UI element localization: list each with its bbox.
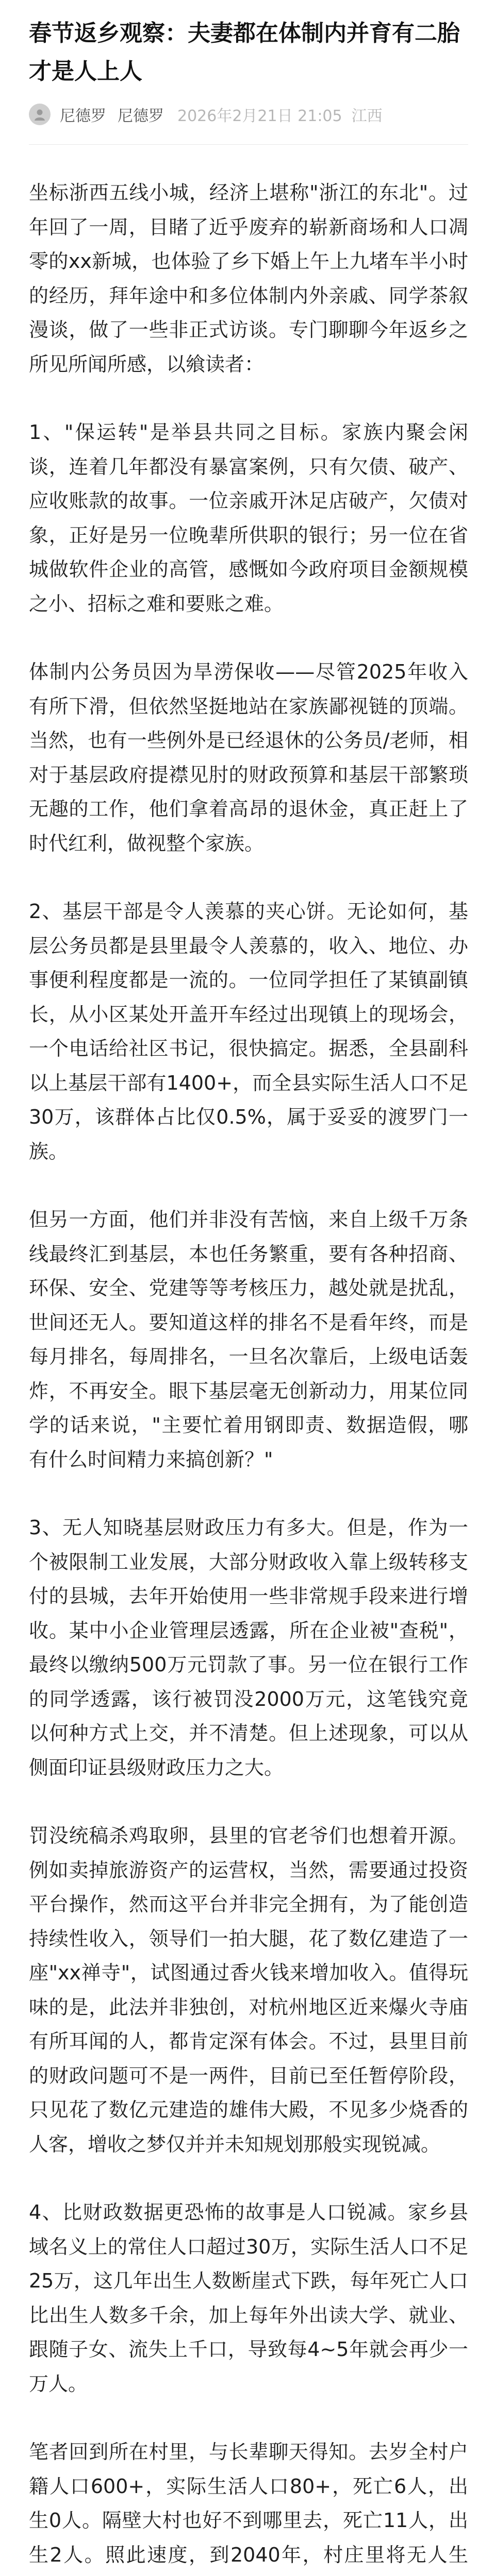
meta-divider — [29, 144, 468, 145]
avatar[interactable] — [29, 104, 51, 125]
article-paragraph: 3、无人知晓基层财政压力有多大。但是，作为一个被限制工业发展，大部分财政收入靠上级转移支付的县城，去年开始使用一些非常规手段来进行增收。某中小企业管理层透露，所在企业被"查税"，最终以缴纳500万元罚款了事。另一位在银行工作的同学透露，该行被罚没2000万元，这笔钱究竟以何种方式上交，并不清楚。但上述现象，可以从侧面印证县级财政压力之大。 — [29, 1516, 468, 1779]
article-meta — [29, 100, 468, 129]
user-icon — [32, 107, 47, 122]
article-paragraph: 体制内公务员因为旱涝保收——尽管2025年收入有所下滑，但依然坚挺地站在家族鄙视链的顶端。当然，也有一些例外是已经退休的公务员/老师，相对于基层政府提襟见肘的财政预算和基层干部繁琐无趣的工作，他们拿着高昂的退休金，真正赶上了时代红利，做视整个家族。 — [29, 660, 468, 855]
article-title: 春节返乡观察：夫妻都在体制内并育有二胎才是人上人 — [29, 20, 460, 84]
author-name-secondary[interactable]: 尼德罗 — [118, 107, 164, 125]
publish-time: 2026年2月21日 21:05 — [177, 107, 342, 125]
article-paragraph: 1、"保运转"是举县共同之目标。家族内聚会闲谈，连着几年都没有暴富案例，只有欠债、破产、应收账款的故事。一位亲戚开沐足店破产，欠债对象，正好是另一位晚辈所供职的银行；另一位在省城做软件企业的高管，感慨如今政府项目金额规模之小、招标之难和要账之难。 — [29, 421, 468, 615]
publish-location: 江西 — [351, 107, 383, 125]
article-paragraph: 2、基层干部是令人羡慕的夹心饼。无论如何，基层公务员都是县里最令人羡慕的，收入、地位、办事便利程度都是一流的。一位同学担任了某镇副镇长，从小区某处开盖开车经过出现镇上的现场会，一个电话给社区书记，很快搞定。据悉，全县副科以上基层干部有1400+，而全县实际生活人口不足30万，该群体占比仅0.5%，属于妥妥的渡罗门一族。 — [29, 900, 468, 1163]
article-paragraph: 4、比财政数据更恐怖的故事是人口锐减。家乡县域名义上的常住人口超过30万，实际生活人口不足25万，这几年出生人数断崖式下跌，每年死亡人口比出生人数多千余，加上每年外出读大学、就业、跟随子女、流失上千口，导致每4~5年就会再少一万人。 — [29, 2201, 468, 2395]
author-name[interactable]: 尼德罗 — [60, 107, 106, 125]
article-paragraph: 罚没统稿杀鸡取卵，县里的官老爷们也想着开源。例如卖掉旅游资产的运营权，当然，需要通过投资平台操作，然而这平台并非完全拥有，为了能创造持续性收入，领导们一拍大腿，花了数亿建造了一座"xx禅寺"，试图通过香火钱来增加收入。值得玩味的是，此法并非独创，对杭州地区近来爆火寺庙有所耳闻的人，都肯定深有体会。不过，县里目前的财政问题可不是一两件，目前已至任暂停阶段，只见花了数亿元建造的雄伟大殿，不见多少烧香的人客，增收之梦仅并并未知规划那般实现锐减。 — [29, 1824, 468, 2156]
article-paragraph: 但另一方面，他们并非没有苦恼，来自上级千万条线最终汇到基层，本也任务繁重，要有各种招商、环保、安全、党建等等考核压力，越处就是扰乱，世间还无人。要知道这样的排名不是看年终，而是每月排名，每周排名，一旦名次靠后，上级电话轰炸，不再安全。眼下基层毫无创新动力，用某位同学的话来说，"主要忙着用钢即责、数据造假，哪有什么时间精力来搞创新？" — [29, 1208, 468, 1471]
article-paragraph: 坐标浙西五线小城，经济上堪称"浙江的东北"。过年回了一周，目睹了近乎废弃的崭新商场和人口凋零的xx新城，也体验了乡下婚上午上九堵车半小时的经历，拜年途中和多位体制内外亲戚、同学茶叙漫谈，做了一些非正式访谈。专门聊聊今年返乡之所见所闻所感，以飨读者： — [29, 181, 468, 376]
article-paragraph: 笔者回到所在村里，与长辈聊天得知。去岁全村户籍人口600+，实际生活人口80+，死亡6人，出生0人。隔壁大村也好不到哪里去，死亡11人，出生2人。照此速度，到2040年，村庄里将无人生 — [29, 2441, 468, 2566]
